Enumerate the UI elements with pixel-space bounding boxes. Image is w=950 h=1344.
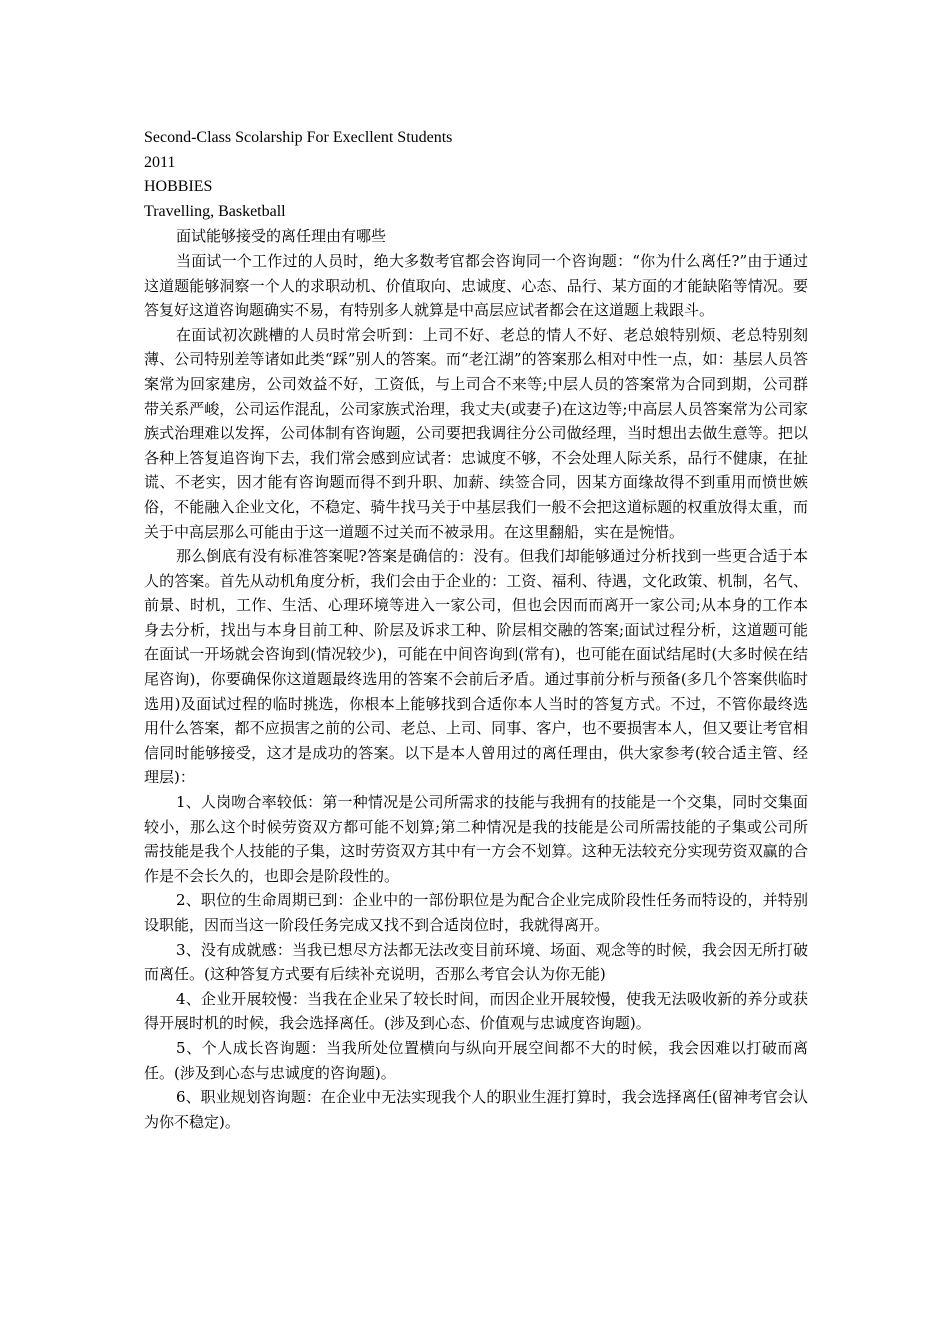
scholarship-title: Second-Class Scolarship For Execllent Students — [144, 129, 453, 146]
list-item: 3、没有成就感：当我已想尽方法都无法改变目前环境、场面、观念等的时候，我会因无所打破而离任。(这种答复方式要有后续补充说明，否那么考官会认为你无能) — [144, 940, 808, 984]
paragraph: 在面试初次跳槽的人员时常会听到：上司不好、老总的情人不好、老总娘特别烦、老总特别刻薄、公司特别差等诸如此类“踩”别人的答案。而“老江湖”的答案那么相对中性一点，如：基层人员答案常为回家建房，公司效益不好，工资低，与上司合不来等;中层人员的答案常为合同到期，公司群带关系严峻，公司运作混乱，公司家族式治理，我丈夫(或妻子)在这边等;中高层人员答案常为公司家族式治理难以发挥，公司体制有咨询题，公司要把我调往分公司做经理，当时想出去做生意等。把以各种上答复追咨询下去，我们常会感到应试者：忠诚度不够，不会处理人际关系，品行不健康，在扯谎、不老实，因才能有咨询题而得不到升职、加薪、续签合同，因某方面缘故得不到重用而愤世嫉俗，不能融入企业文化，不稳定、骑牛找马关于中基层我们一般不会把这道标题的权重放得太重，而关于中高层那么可能由于这一道题不过关而不被录用。在这里翻船，实在是惋惜。 — [144, 325, 808, 541]
hobbies-list: Travelling, Basketball — [144, 202, 286, 220]
list-item: 2、职位的生命周期已到：企业中的一部份职位是为配合企业完成阶段性任务而特设的，并特别设职能，因而当这一阶段任务完成又找不到合适岗位时，我就得离开。 — [144, 891, 808, 934]
document-page — [144, 126, 808, 1134]
paragraph: 当面试一个工作过的人员时，绝大多数考官都会咨询同一个咨询题：“你为什么离任?”由于通过这道题能够洞察一个人的求职动机、价值取向、忠诚度、心态、品行、某方面的才能缺陷等情况。要答复好这道咨询题确实不易，有特别多人就算是中高层应试者都会在这道题上栽跟斗。 — [144, 251, 808, 320]
list-item: 4、企业开展较慢：当我在企业呆了较长时间，而因企业开展较慢，使我无法吸收新的养分或获得开展时机的时候，我会选择离任。(涉及到心态、价值观与忠诚度咨询题)。 — [144, 989, 808, 1033]
list-item: 5、个人成长咨询题：当我所处位置横向与纵向开展空间都不大的时候，我会因难以打破而离任。(涉及到心态与忠诚度的咨询题)。 — [144, 1038, 808, 1082]
list-item: 1、人岗吻合率较低：第一种情况是公司所需求的技能与我拥有的技能是一个交集，同时交集面较小，那么这个时候劳资双方都可能不划算;第二种情况是我的技能是公司所需技能的子集或公司所需技能是我个人技能的子集，这时劳资双方其中有一方会不划算。这种无法较充分实现劳资双赢的合作是不会长久的，也即会是阶段性的。 — [144, 793, 808, 885]
list-item: 6、职业规划咨询题：在企业中无法实现我个人的职业生涯打算时，我会选择离任(留神考官会认为你不稳定)。 — [144, 1088, 808, 1131]
hobbies-heading: HOBBIES — [144, 178, 213, 196]
scholarship-year: 2011 — [144, 153, 176, 171]
paragraph: 那么倒底有没有标准答案呢?答案是确信的：没有。但我们却能够通过分析找到一些更合适于本人的答案。首先从动机角度分析，我们会由于企业的：工资、福利、待遇，文化政策、机制，名气、前景、时机，工作、生活、心理环境等进入一家公司，但也会因而而离开一家公司;从本身的工作本身去分析，找出与本身目前工种、阶层及诉求工种、阶层相交融的答案;面试过程分析，这道题可能在面试一开场就会咨询到(情况较少)，可能在中间咨询到(常有)，也可能在面试结尾时(大多时候在结尾咨询)，你要确保你这道题最终选用的答案不会前后矛盾。通过事前分析与预备(多几个答案供临时选用)及面试过程的临时挑选，你根本上能够找到合适你本人当时的答复方式。不过，不管你最终选用什么答案，都不应损害之前的公司、老总、上司、同事、客户，也不要损害本人，但又要让考官相信同时能够接受，这才是成功的答案。以下是本人曾用过的离任理由，供大家参考(较合适主管、经理层)： — [144, 547, 808, 787]
article-heading: 面试能够接受的离任理由有哪些 — [176, 227, 387, 246]
